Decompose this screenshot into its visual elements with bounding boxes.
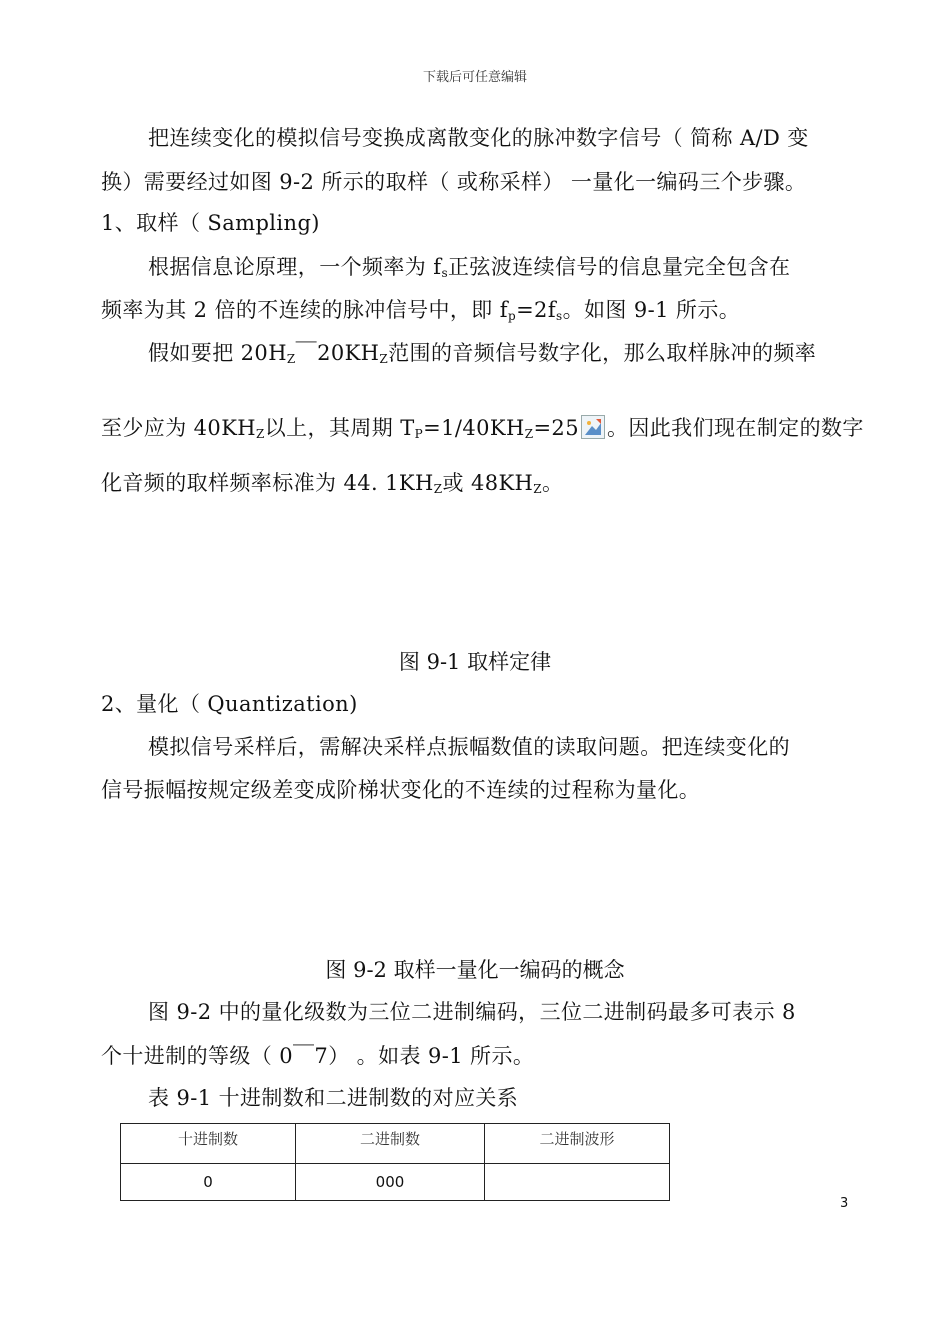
- section-3-line-2: 个十进制的等级（ 0￣7） 。如表 9-1 所示。: [101, 1044, 535, 1068]
- section-1-para-2-line-3: 化音频的取样频率标准为 44. $1KH_Z$或 $48KH_Z$。: [101, 471, 564, 496]
- table-header-binary: 二进制数: [296, 1124, 485, 1164]
- table-cell-decimal: 0: [121, 1164, 296, 1201]
- table-header-decimal: 十进制数: [121, 1124, 296, 1164]
- section-1-heading: 1、取样（ Sampling): [101, 211, 320, 235]
- section-2-para-line-2: 信号振幅按规定级差变成阶梯状变化的不连续的过程称为量化。: [101, 778, 701, 802]
- section-1-para-2-line-1: 假如要把 $20H_Z$￣$20KH_Z$范围的音频信号数字化，那么取样脉冲的频率: [148, 341, 817, 366]
- table-header-binary-waveform: 二进制波形: [485, 1124, 670, 1164]
- table-header-row: [121, 1124, 670, 1164]
- section-1-para-1-line-2: 频率为其 2 倍的不连续的脉冲信号中，即 $f_p=2f_s$。如图 9-1 所示。: [101, 298, 741, 323]
- figure-9-2-caption: 图 9-2 取样一量化一编码的概念: [325, 958, 625, 982]
- decimal-binary-table: [120, 1123, 670, 1201]
- section-3-line-1: 图 9-2 中的量化级数为三位二进制编码，三位二进制码最多可表示 8: [148, 1000, 796, 1024]
- section-2-heading: 2、量化（ Quantization): [101, 692, 358, 716]
- section-2-para-line-1: 模拟信号采样后，需解决采样点振幅数值的读取问题。把连续变化的: [148, 735, 790, 759]
- intro-line-1: 把连续变化的模拟信号变换成离散变化的脉冲数字信号（ 简称 A/D 变: [148, 126, 809, 150]
- intro-line-2: 换）需要经过如图 9-2 所示的取样（ 或称采样） 一量化一编码三个步骤。: [101, 170, 807, 194]
- table-cell-waveform: [485, 1164, 670, 1201]
- page-number: 3: [840, 1196, 849, 1211]
- page-header: 下载后可任意编辑: [422, 70, 527, 85]
- figure-9-1-caption: 图 9-1 取样定律: [398, 650, 552, 674]
- table-cell-binary: 000: [296, 1164, 485, 1201]
- table-row: [121, 1164, 670, 1201]
- broken-image-icon: [581, 415, 605, 439]
- section-1-para-1-line-1: 根据信息论原理，一个频率为 $f_s$正弦波连续信号的信息量完全包含在: [148, 255, 791, 280]
- section-1-para-2-line-2: 至少应为 $40KH_Z$以上，其周期 $T_P=1/40KH_Z=25$ 。因此我们现在制定的数字: [101, 416, 864, 441]
- table-9-1-title: 表 9-1 十进制数和二进制数的对应关系: [148, 1086, 519, 1110]
